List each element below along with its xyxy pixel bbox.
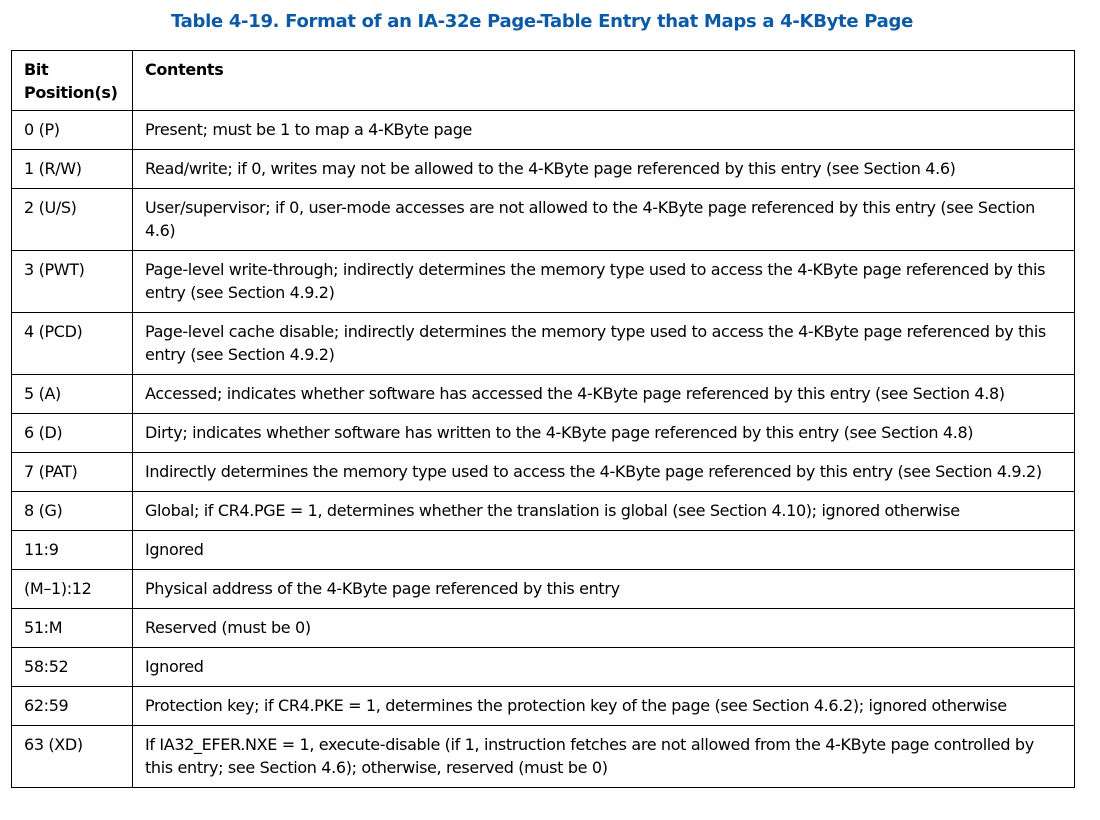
bit-cell: (M–1):12 [12,570,133,609]
bit-cell: 62:59 [12,687,133,726]
bit-cell: 2 (U/S) [12,189,133,251]
header-bit-positions: Bit Position(s) [12,51,133,111]
bit-cell: 58:52 [12,648,133,687]
contents-cell: Dirty; indicates whether software has written to the 4-KByte page referenced by this entry (see Section 4.8) [133,414,1075,453]
table-row [12,111,1075,150]
contents-cell: Reserved (must be 0) [133,609,1075,648]
table-row [12,531,1075,570]
contents-cell: If IA32_EFER.NXE = 1, execute-disable (if 1, instruction fetches are not allowed from the 4-KByte page controlled by this entry; see Section 4.6); otherwise, reserved (must be 0) [133,726,1075,788]
contents-cell: Read/write; if 0, writes may not be allowed to the 4-KByte page referenced by this entry (see Section 4.6) [133,150,1075,189]
table-caption: Table 4-19. Format of an IA-32e Page-Table Entry that Maps a 4-KByte Page [171,11,913,32]
header-contents: Contents [133,51,1075,111]
contents-cell: Global; if CR4.PGE = 1, determines whether the translation is global (see Section 4.10); ignored otherwise [133,492,1075,531]
contents-cell: Indirectly determines the memory type used to access the 4-KByte page referenced by this entry (see Section 4.9.2) [133,453,1075,492]
table-row [12,609,1075,648]
bit-cell: 6 (D) [12,414,133,453]
contents-cell: Protection key; if CR4.PKE = 1, determines the protection key of the page (see Section 4.6.2); ignored otherwise [133,687,1075,726]
table-row [12,648,1075,687]
table-row [12,492,1075,531]
bit-cell: 3 (PWT) [12,251,133,313]
table-row [12,150,1075,189]
bit-cell: 11:9 [12,531,133,570]
contents-cell: Accessed; indicates whether software has accessed the 4-KByte page referenced by this entry (see Section 4.8) [133,375,1075,414]
table-row [12,375,1075,414]
table-row [12,414,1075,453]
contents-cell: Ignored [133,531,1075,570]
bit-cell: 4 (PCD) [12,313,133,375]
table-row [12,189,1075,251]
bit-cell: 0 (P) [12,111,133,150]
bit-cell: 5 (A) [12,375,133,414]
page-table-entry-format-table [11,50,1075,788]
contents-cell: User/supervisor; if 0, user-mode accesses are not allowed to the 4-KByte page referenced by this entry (see Section 4.6) [133,189,1075,251]
table-row [12,726,1075,788]
table-row [12,251,1075,313]
bit-cell: 8 (G) [12,492,133,531]
table-row [12,687,1075,726]
bit-cell: 7 (PAT) [12,453,133,492]
contents-cell: Present; must be 1 to map a 4-KByte page [133,111,1075,150]
bit-cell: 51:M [12,609,133,648]
contents-cell: Page-level write-through; indirectly determines the memory type used to access the 4-KByte page referenced by this entry (see Section 4.9.2) [133,251,1075,313]
table-row [12,313,1075,375]
contents-cell: Page-level cache disable; indirectly determines the memory type used to access the 4-KByte page referenced by this entry (see Section 4.9.2) [133,313,1075,375]
table-row [12,570,1075,609]
bit-cell: 63 (XD) [12,726,133,788]
bit-cell: 1 (R/W) [12,150,133,189]
table-row [12,453,1075,492]
contents-cell: Physical address of the 4-KByte page referenced by this entry [133,570,1075,609]
table-header-row [12,51,1075,111]
contents-cell: Ignored [133,648,1075,687]
